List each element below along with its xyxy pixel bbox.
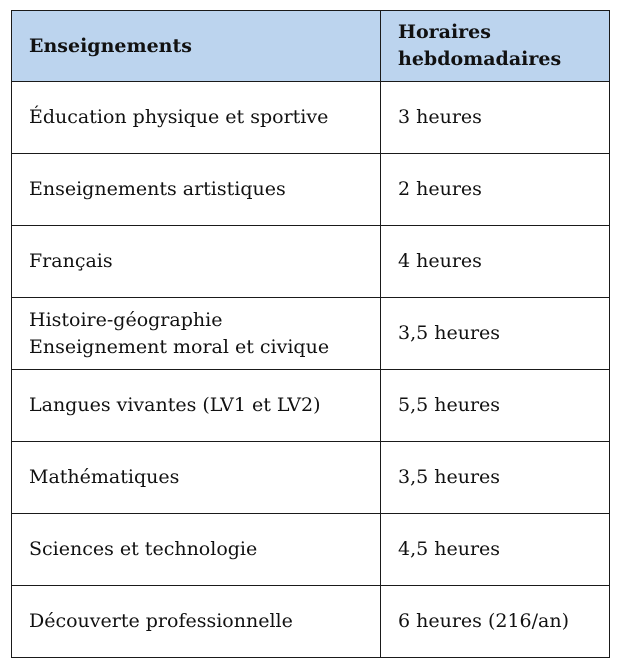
- subject-label-line2: Enseignement moral et civique: [29, 335, 330, 358]
- table-row: [12, 154, 610, 226]
- hours-cell: [381, 298, 610, 370]
- subject-cell: [12, 586, 381, 658]
- subject-cell: [12, 154, 381, 226]
- table-header: [12, 11, 610, 82]
- hours-cell: [381, 154, 610, 226]
- header-subject-label: Enseignements: [29, 34, 192, 57]
- table-row: [12, 586, 610, 658]
- subject-cell: [12, 370, 381, 442]
- schedule-table-container: [11, 10, 609, 658]
- hours-cell: [381, 514, 610, 586]
- table-row: [12, 370, 610, 442]
- header-subject: [12, 11, 381, 82]
- table-row: [12, 82, 610, 154]
- subject-label: Éducation physique et sportive: [29, 106, 329, 128]
- subject-cell: [12, 82, 381, 154]
- weekly-hours-table: [11, 10, 610, 658]
- subject-label: Enseignements artistiques: [29, 178, 286, 200]
- table-body: [12, 82, 610, 658]
- hours-cell: [381, 442, 610, 514]
- hours-cell: [381, 226, 610, 298]
- subject-cell: [12, 298, 381, 370]
- hours-cell: [381, 82, 610, 154]
- subject-label: Histoire-géographie: [29, 308, 223, 331]
- hours-cell: [381, 586, 610, 658]
- subject-cell: [12, 442, 381, 514]
- table-row: [12, 226, 610, 298]
- hours-cell: [381, 370, 610, 442]
- table-row: [12, 442, 610, 514]
- hours-value: 2 heures: [398, 178, 482, 200]
- header-weekly-hours: [381, 11, 610, 82]
- hours-value: 6 heures (216/an): [398, 610, 570, 632]
- hours-value: 3,5 heures: [398, 322, 501, 344]
- table-row: [12, 514, 610, 586]
- hours-value: 5,5 heures: [398, 394, 501, 416]
- hours-value: 3 heures: [398, 106, 482, 128]
- subject-label: Langues vivantes (LV1 et LV2): [29, 394, 321, 416]
- hours-value: 4,5 heures: [398, 538, 501, 560]
- table-row: [12, 298, 610, 370]
- header-row: [12, 11, 610, 82]
- subject-label: Français: [29, 250, 113, 272]
- subject-label: Mathématiques: [29, 466, 180, 488]
- hours-value: 3,5 heures: [398, 466, 501, 488]
- subject-cell: [12, 226, 381, 298]
- hours-value: 4 heures: [398, 250, 482, 272]
- header-hours-label-line2: hebdomadaires: [398, 48, 562, 70]
- subject-label: Sciences et technologie: [29, 538, 258, 560]
- subject-cell: [12, 514, 381, 586]
- subject-label: Découverte professionnelle: [29, 610, 293, 632]
- header-hours-label-line1: Horaires: [398, 21, 491, 43]
